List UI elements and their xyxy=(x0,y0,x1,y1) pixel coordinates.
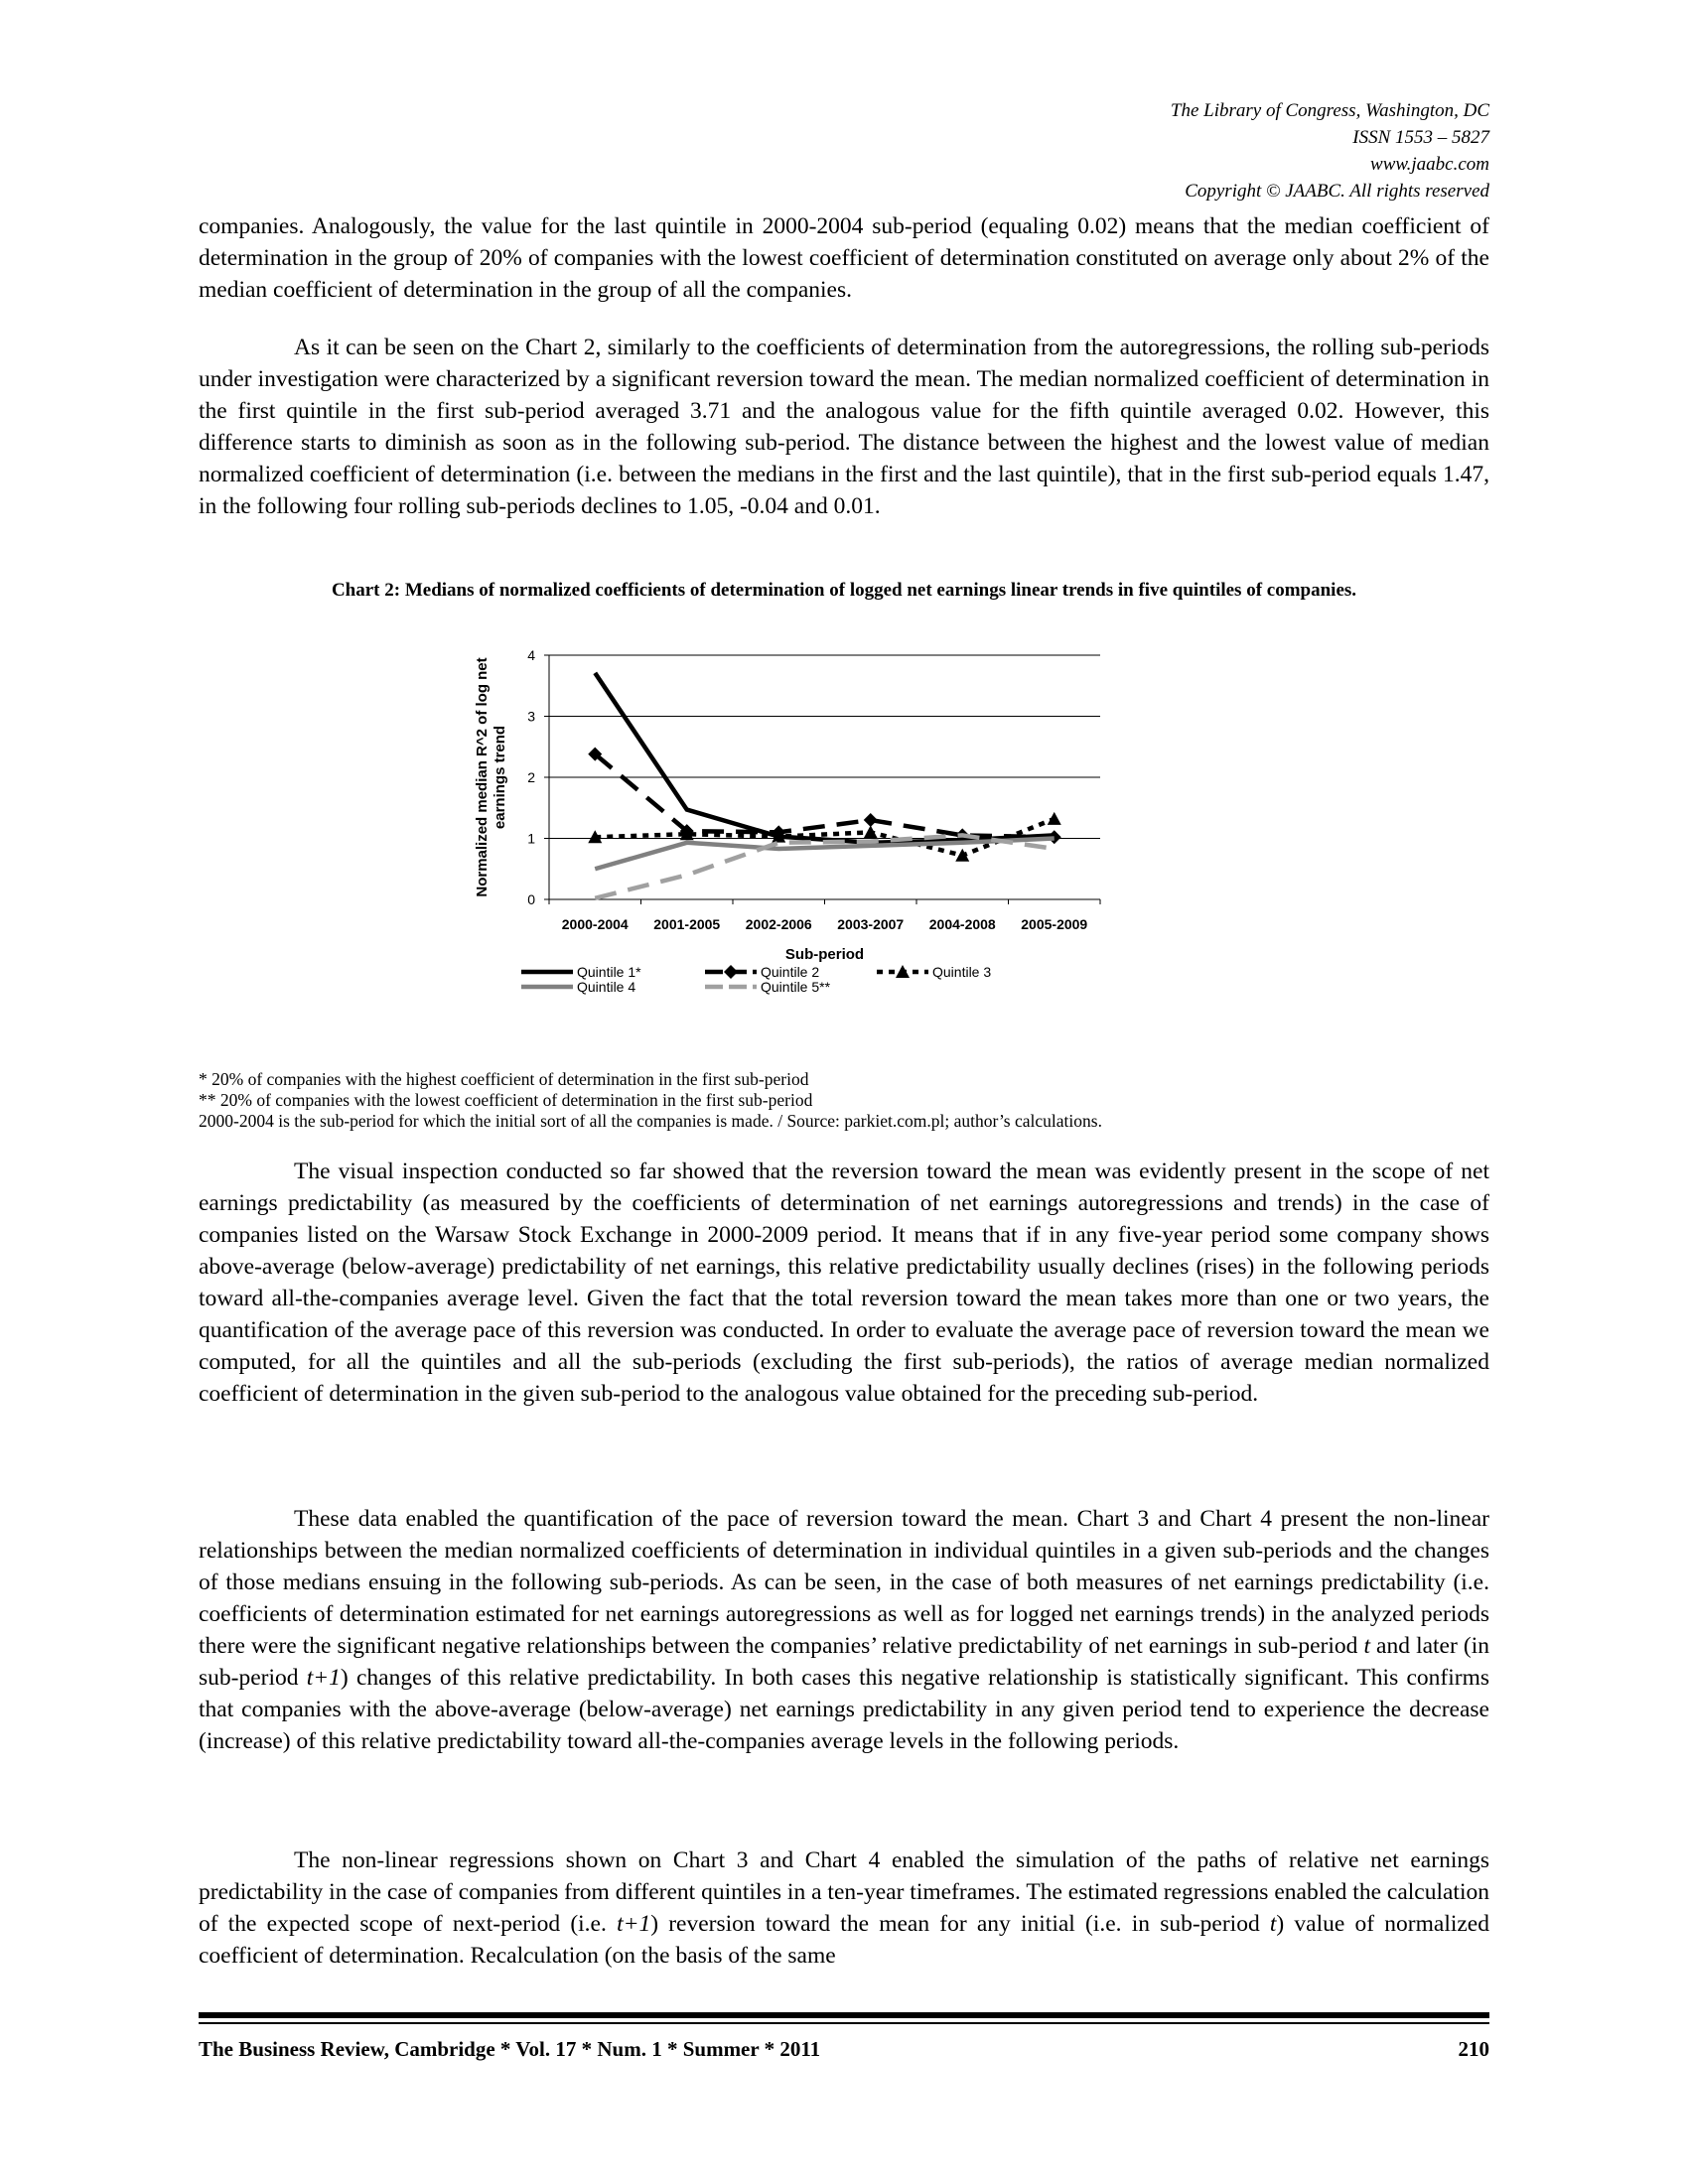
paragraph-1-text: companies. Analogously, the value for the last quintile in 2000-2004 sub-period (equaling 0.02) means that the median coefficient of determination in the group of 20% of companies with the lowest coefficient of determination constituted on average only about 2% of the median coefficient of determination in the group of all the companies. xyxy=(199,213,1489,303)
y-tick-label: 2 xyxy=(527,769,535,785)
paragraph-4-part-b: and later (in sub-period xyxy=(199,1633,1489,1691)
paragraph-2 xyxy=(199,332,1489,522)
y-tick-label: 1 xyxy=(527,830,535,847)
legend-label: Quintile 1* xyxy=(577,964,641,980)
header-line-3: www.jaabc.com xyxy=(1370,154,1489,175)
paragraph-4 xyxy=(199,1503,1489,1757)
paragraph-3-text: The visual inspection conducted so far showed that the reversion toward the mean was evidently present in the scope of net earnings predictability (as measured by the coefficients of determination of net earnings autoregressions and trends) in the case of companies listed on the Warsaw Stock Exchange in 2000-2009 period. It means that if in any five-year period some company shows above-average (below-average) predictability of net earnings, this relative predictability usually declines (rises) in the following periods toward all-the-companies average level. Given the fact that the total reversion toward the mean takes more than one or two years, the quantification of the average pace of this reversion was conducted. In order to evaluate the average pace of reversion toward the mean we computed, for all the quintiles and all the sub-periods (excluding the first sub-periods), the ratios of average median normalized coefficient of determination in the given sub-period to the analogous value obtained for the preceding sub-period. xyxy=(199,1159,1489,1407)
y-axis-label-line-2: earnings trend xyxy=(492,725,508,830)
y-tick-label: 3 xyxy=(527,708,535,725)
series-2 xyxy=(588,748,1061,845)
variable-t-plus-1: t+1 xyxy=(306,1665,341,1691)
chart-gridlines xyxy=(549,655,1100,839)
paragraph-4-text xyxy=(199,1503,1489,1757)
data-point-marker xyxy=(1048,812,1061,825)
series-line xyxy=(595,754,1055,838)
header-line-2: ISSN 1553 – 5827 xyxy=(1352,127,1489,148)
note-3: 2000-2004 is the sub-period for which the initial sort of all the companies is made. / Source: parkiet.com.pl; author’s calculations. xyxy=(199,1111,1102,1131)
legend-marker xyxy=(724,965,738,979)
series-line xyxy=(595,673,1055,843)
paragraph-5-text xyxy=(199,1844,1489,1972)
paragraph-5-part-c: ) value of normalized coefficient of determination. Recalculation (on the basis of the same xyxy=(199,1911,1489,1969)
note-2: ** 20% of companies with the lowest coefficient of determination in the first sub-period xyxy=(199,1090,813,1110)
legend-label: Quintile 5** xyxy=(761,979,831,995)
chart-series xyxy=(588,673,1061,898)
paragraph-1 xyxy=(199,210,1489,306)
legend-label: Quintile 4 xyxy=(577,979,636,995)
y-tick-label: 4 xyxy=(527,647,535,663)
legend-marker xyxy=(896,965,910,978)
data-point-marker xyxy=(864,813,878,827)
line-chart xyxy=(467,625,1201,1062)
paragraph-4-part-a: These data enabled the quantification of the pace of reversion toward the mean. Chart 3 and Chart 4 present the non-linear relationships between the median normalized coefficients of determination in individual quintiles in a given sub-periods and the changes of those medians ensuing in the following sub-periods. As can be seen, in the case of both measures of net earnings predictability (i.e. coefficients of determination estimated for net earnings autoregressions as well as for logged net earnings trends) in the analyzed periods there were the significant negative relationships between the companies’ relative predictability of net earnings in sub-period xyxy=(199,1506,1489,1659)
x-tick-label: 2004-2008 xyxy=(928,916,996,932)
x-tick-label: 2002-2006 xyxy=(745,916,812,932)
legend-item-4 xyxy=(521,979,635,995)
chart-legend xyxy=(521,964,991,995)
page-number: 210 xyxy=(1458,2037,1489,2061)
legend-item-2 xyxy=(705,964,819,980)
header-line-1: The Library of Congress, Washington, DC xyxy=(1170,100,1489,121)
data-point-marker xyxy=(864,825,878,838)
chart-caption: Chart 2: Medians of normalized coefficients of determination of logged net earnings linear trends in five quintiles of companies. xyxy=(331,580,1357,601)
footer-rule-thin xyxy=(199,2022,1489,2024)
x-tick-label: 2003-2007 xyxy=(837,916,905,932)
x-tick-label: 2001-2005 xyxy=(653,916,721,932)
x-tick-label: 2000-2004 xyxy=(561,916,629,932)
y-axis-label xyxy=(474,657,508,896)
paragraph-3 xyxy=(199,1156,1489,1410)
header-line-4: Copyright © JAABC. All rights reserved xyxy=(1185,181,1489,202)
legend-label: Quintile 2 xyxy=(761,964,820,980)
paragraph-5-part-a: The non-linear regressions shown on Chart 3 and Chart 4 enabled the simulation of the paths of relative net earnings predictability in the case of companies from different quintiles in a ten-year timeframes. The estimated regressions enabled the calculation of the expected scope of next-period (i.e. xyxy=(199,1847,1489,1937)
series-1 xyxy=(595,673,1055,843)
variable-t: t xyxy=(1363,1633,1370,1659)
y-tick-label: 0 xyxy=(527,891,535,907)
legend-item-1 xyxy=(521,964,641,980)
x-axis-label: Sub-period xyxy=(784,946,865,963)
journal-header xyxy=(1171,97,1489,205)
footer-rule-thick xyxy=(199,2012,1489,2018)
paragraph-5-part-b: ) reversion toward the mean for any initial (i.e. in sub-period xyxy=(650,1911,1270,1937)
chart-tick-labels xyxy=(527,647,1087,932)
paragraph-2-text: As it can be seen on the Chart 2, similarly to the coefficients of determination from the autoregressions, the rolling sub-periods under investigation were characterized by a significant reversion toward the mean. The median normalized coefficient of determination in the first quintile in the first sub-period averaged 3.71 and the analogous value for the fifth quintile averaged 0.02. However, this difference starts to diminish as soon as in the following sub-period. The distance between the highest and the lowest value of median normalized coefficient of determination (i.e. between the medians in the first and the last quintile), that in the first sub-period equals 1.47, in the following four rolling sub-periods declines to 1.05, -0.04 and 0.01. xyxy=(199,335,1489,519)
paragraph-4-part-c: ) changes of this relative predictability. In both cases this negative relationship is statistically significant. This confirms that companies with the above-average (below-average) net earnings predictability in any given period tend to experience the decrease (increase) of this relative predictability toward all-the-companies average levels in the following periods. xyxy=(199,1665,1489,1754)
variable-t: t xyxy=(1269,1911,1277,1937)
paragraph-5 xyxy=(199,1844,1489,1972)
legend-label: Quintile 3 xyxy=(932,964,992,980)
x-tick-label: 2005-2009 xyxy=(1021,916,1088,932)
legend-item-5 xyxy=(705,979,831,995)
y-axis-label-line-1: Normalized median R^2 of log net xyxy=(474,657,491,897)
footer-journal: The Business Review, Cambridge * Vol. 17 * Num. 1 * Summer * 2011 xyxy=(199,2037,821,2061)
page-footer xyxy=(199,2037,1489,2062)
note-1: * 20% of companies with the highest coefficient of determination in the first sub-period xyxy=(199,1069,809,1089)
variable-t-plus-1: t+1 xyxy=(617,1911,651,1937)
legend-item-3 xyxy=(877,964,991,980)
chart-notes xyxy=(199,1069,1489,1132)
